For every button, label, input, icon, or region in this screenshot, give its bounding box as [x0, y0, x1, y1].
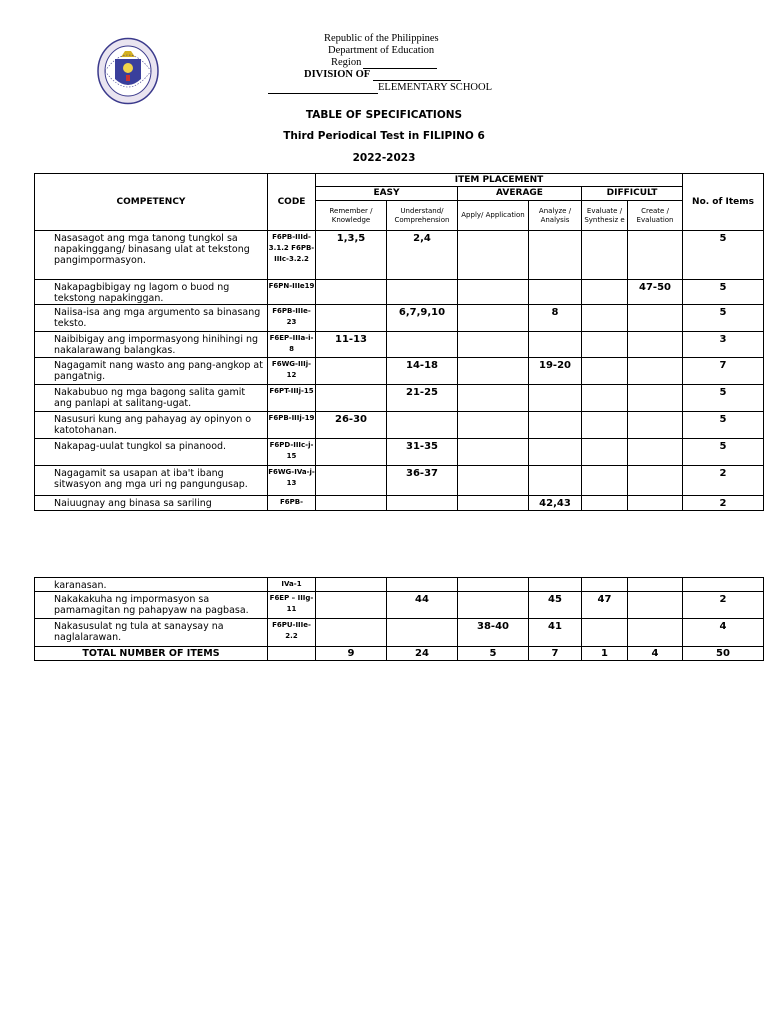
code-cell: F6PB-IIId-3.1.2 F6PB-IIIc-3.2.2	[268, 231, 316, 280]
total-understand-cell: 24	[387, 647, 458, 661]
doc-subtitle: Third Periodical Test in FILIPINO 6	[283, 130, 485, 142]
evaluate-cell	[582, 358, 628, 385]
competency-cell: Naiisa-isa ang mga argumento sa binasang teksto.	[35, 305, 268, 332]
competency-cell: Nakapagbibigay ng lagom o buod ng tekstong napakinggan.	[35, 280, 268, 305]
analyze-cell	[529, 332, 582, 358]
code-cell: F6PD-IIIc-j-15	[268, 439, 316, 466]
competency-header: COMPETENCY	[35, 174, 268, 231]
remember-cell	[316, 305, 387, 332]
apply-cell	[458, 280, 529, 305]
apply-header: Apply/ Application	[458, 201, 529, 231]
table-row	[35, 385, 764, 412]
remember-header: Remember / Knowledge	[316, 201, 387, 231]
total-remember-cell: 9	[316, 647, 387, 661]
create-cell	[628, 358, 683, 385]
code-cell: F6PN-IIIe19	[268, 280, 316, 305]
table-row	[35, 578, 764, 592]
code-cell: IVa-1	[268, 578, 316, 592]
code-cell: F6WG-IVa-j-13	[268, 466, 316, 496]
analyze-cell	[529, 385, 582, 412]
code-cell: F6PB-IIIj-19	[268, 412, 316, 439]
analyze-cell	[529, 231, 582, 280]
evaluate-cell	[582, 619, 628, 647]
analyze-cell	[529, 466, 582, 496]
remember-cell	[316, 358, 387, 385]
code-cell: F6PT-IIIj-15	[268, 385, 316, 412]
items-cell: 7	[683, 358, 764, 385]
region-line: Region	[331, 57, 437, 69]
items-cell: 5	[683, 439, 764, 466]
division-line: DIVISION OF	[304, 69, 461, 81]
total-evaluate-cell: 1	[582, 647, 628, 661]
evaluate-cell	[582, 412, 628, 439]
items-cell: 2	[683, 466, 764, 496]
evaluate-cell	[582, 439, 628, 466]
total-items-cell: 50	[683, 647, 764, 661]
remember-cell: 11-13	[316, 332, 387, 358]
competency-cell: Nakabubuo ng mga bagong salita gamit ang panlapi at salitang-ugat.	[35, 385, 268, 412]
analyze-cell	[529, 439, 582, 466]
remember-cell	[316, 578, 387, 592]
total-code-cell	[268, 647, 316, 661]
competency-cell: Naiuugnay ang binasa sa sariling	[35, 496, 268, 511]
understand-cell: 44	[387, 592, 458, 619]
competency-cell: Nasusuri kung ang pahayag ay opinyon o katotohanan.	[35, 412, 268, 439]
create-cell	[628, 592, 683, 619]
competency-cell: Nakasusulat ng tula at sanaysay na naglalarawan.	[35, 619, 268, 647]
create-cell	[628, 332, 683, 358]
school-year: 2022-2023	[352, 152, 416, 164]
code-header: CODE	[268, 174, 316, 231]
competency-cell: Nakakakuha ng impormasyon sa pamamagitan ng pahapyaw na pagbasa.	[35, 592, 268, 619]
evaluate-cell	[582, 385, 628, 412]
code-cell: F6EP–IIIa-i-8	[268, 332, 316, 358]
apply-cell	[458, 466, 529, 496]
competency-cell: Nagagamit sa usapan at iba't ibang sitwasyon ang mga uri ng pangungusap.	[35, 466, 268, 496]
analyze-cell	[529, 412, 582, 439]
understand-cell	[387, 496, 458, 511]
create-cell	[628, 439, 683, 466]
total-analyze-cell: 7	[529, 647, 582, 661]
apply-cell	[458, 305, 529, 332]
evaluate-cell	[582, 332, 628, 358]
evaluate-cell	[582, 280, 628, 305]
items-cell: 2	[683, 496, 764, 511]
table-row	[35, 305, 764, 332]
analyze-cell: 45	[529, 592, 582, 619]
items-cell: 5	[683, 280, 764, 305]
remember-cell	[316, 466, 387, 496]
competency-cell: Nagagamit nang wasto ang pang-angkop at pangatnig.	[35, 358, 268, 385]
code-cell: F6PU-IIIe-2.2	[268, 619, 316, 647]
table-row	[35, 439, 764, 466]
school-line: ELEMENTARY SCHOOL	[268, 82, 492, 94]
evaluate-header: Evaluate / Synthesiz e	[582, 201, 628, 231]
create-header: Create / Evaluation	[628, 201, 683, 231]
items-cell: 3	[683, 332, 764, 358]
total-row	[35, 647, 764, 661]
understand-cell	[387, 332, 458, 358]
items-cell: 5	[683, 385, 764, 412]
table-row	[35, 592, 764, 619]
understand-cell: 36-37	[387, 466, 458, 496]
create-cell	[628, 578, 683, 592]
table-row	[35, 496, 764, 511]
remember-cell	[316, 385, 387, 412]
code-cell: F6PB-IIIe-23	[268, 305, 316, 332]
create-cell	[628, 231, 683, 280]
table-row	[35, 332, 764, 358]
create-cell: 47-50	[628, 280, 683, 305]
code-cell: F6WG-IIIj-12	[268, 358, 316, 385]
table-row	[35, 280, 764, 305]
analyze-header: Analyze / Analysis	[529, 201, 582, 231]
analyze-cell	[529, 578, 582, 592]
table-row	[35, 466, 764, 496]
understand-cell	[387, 280, 458, 305]
table-row	[35, 619, 764, 647]
table-row	[35, 231, 764, 280]
understand-cell	[387, 412, 458, 439]
competency-cell: Nasasagot ang mga tanong tungkol sa napakinggang/ binasang ulat at tekstong pangimpormasyon.	[35, 231, 268, 280]
analyze-cell: 42,43	[529, 496, 582, 511]
apply-cell	[458, 592, 529, 619]
easy-header: EASY	[316, 187, 458, 201]
apply-cell	[458, 412, 529, 439]
competency-cell: Naibibigay ang impormasyong hinihingi ng nakalarawang balangkas.	[35, 332, 268, 358]
table-row	[35, 358, 764, 385]
remember-cell	[316, 280, 387, 305]
apply-cell	[458, 496, 529, 511]
evaluate-cell	[582, 578, 628, 592]
understand-cell: 21-25	[387, 385, 458, 412]
deped-seal	[97, 37, 159, 105]
items-cell: 4	[683, 619, 764, 647]
republic-line: Republic of the Philippines	[324, 33, 439, 44]
create-cell	[628, 385, 683, 412]
apply-cell	[458, 231, 529, 280]
understand-cell: 31-35	[387, 439, 458, 466]
difficult-header: DIFFICULT	[582, 187, 683, 201]
table-row	[35, 412, 764, 439]
create-cell	[628, 466, 683, 496]
tos-table	[34, 173, 764, 511]
remember-cell	[316, 496, 387, 511]
code-cell: F6PB-	[268, 496, 316, 511]
doc-title: TABLE OF SPECIFICATIONS	[305, 109, 463, 121]
competency-cell: karanasan.	[35, 578, 268, 592]
remember-cell	[316, 619, 387, 647]
total-label-cell: TOTAL NUMBER OF ITEMS	[35, 647, 268, 661]
items-cell	[683, 578, 764, 592]
items-cell: 5	[683, 412, 764, 439]
apply-cell	[458, 385, 529, 412]
create-cell	[628, 496, 683, 511]
remember-cell	[316, 592, 387, 619]
analyze-cell	[529, 280, 582, 305]
items-cell: 2	[683, 592, 764, 619]
understand-cell	[387, 578, 458, 592]
apply-cell: 38-40	[458, 619, 529, 647]
analyze-cell: 41	[529, 619, 582, 647]
no-items-header: No. of Items	[683, 174, 764, 231]
understand-cell	[387, 619, 458, 647]
total-create-cell: 4	[628, 647, 683, 661]
remember-cell: 1,3,5	[316, 231, 387, 280]
code-cell: F6EP – IIIg-11	[268, 592, 316, 619]
understand-header: Understand/ Comprehension	[387, 201, 458, 231]
apply-cell	[458, 358, 529, 385]
create-cell	[628, 412, 683, 439]
apply-cell	[458, 578, 529, 592]
understand-cell: 2,4	[387, 231, 458, 280]
total-apply-cell: 5	[458, 647, 529, 661]
understand-cell: 6,7,9,10	[387, 305, 458, 332]
evaluate-cell: 47	[582, 592, 628, 619]
analyze-cell: 8	[529, 305, 582, 332]
competency-cell: Nakapag-uulat tungkol sa pinanood.	[35, 439, 268, 466]
apply-cell	[458, 439, 529, 466]
understand-cell: 14-18	[387, 358, 458, 385]
item-placement-header: ITEM PLACEMENT	[316, 174, 683, 187]
average-header: AVERAGE	[458, 187, 582, 201]
items-cell: 5	[683, 231, 764, 280]
create-cell	[628, 619, 683, 647]
evaluate-cell	[582, 466, 628, 496]
evaluate-cell	[582, 305, 628, 332]
tos-table-continued	[34, 577, 764, 661]
department-line: Department of Education	[328, 45, 435, 56]
apply-cell	[458, 332, 529, 358]
items-cell: 5	[683, 305, 764, 332]
remember-cell: 26-30	[316, 412, 387, 439]
evaluate-cell	[582, 231, 628, 280]
create-cell	[628, 305, 683, 332]
analyze-cell: 19-20	[529, 358, 582, 385]
remember-cell	[316, 439, 387, 466]
evaluate-cell	[582, 496, 628, 511]
